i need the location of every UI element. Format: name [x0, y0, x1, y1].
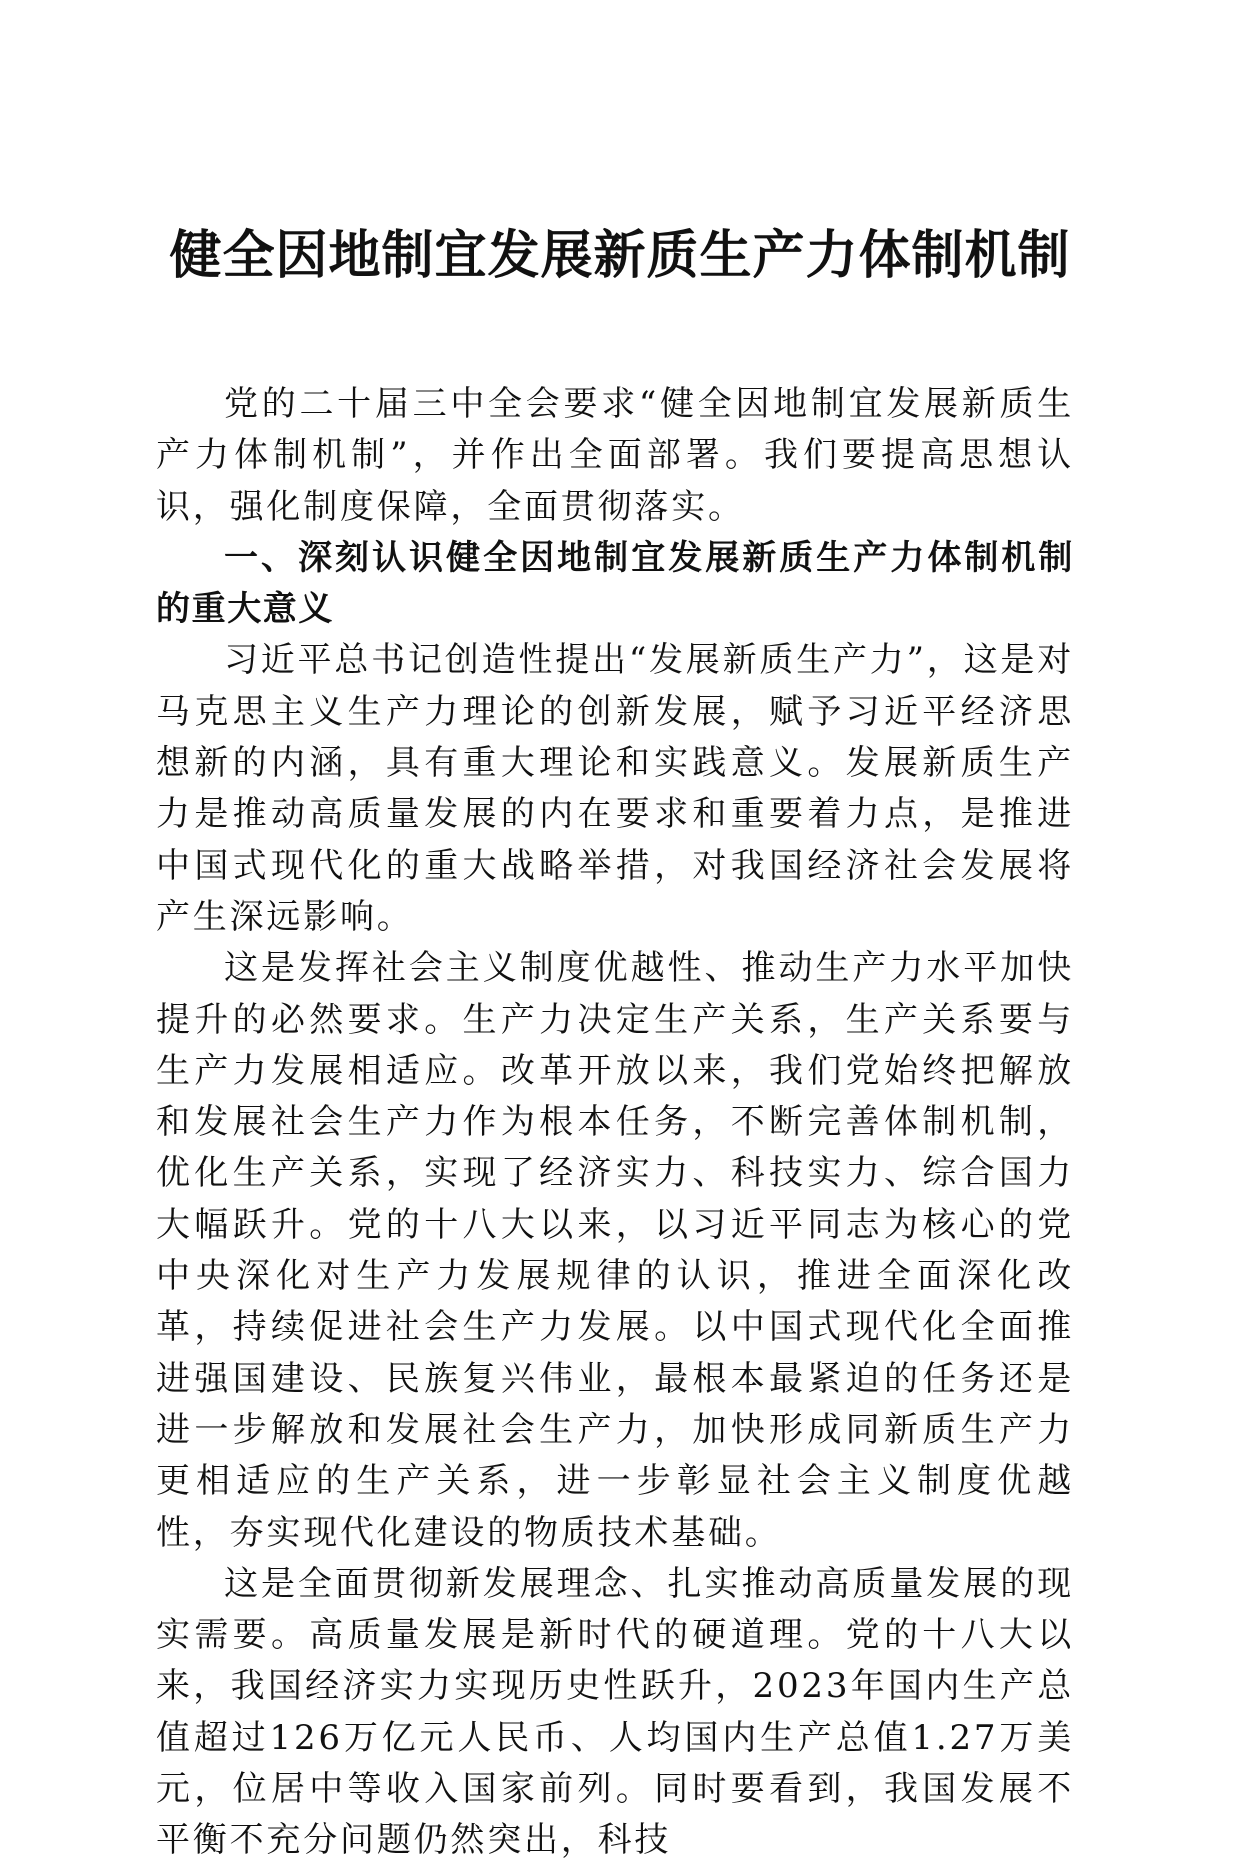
- paragraph-new-productive-forces: 习近平总书记创造性提出“发展新质生产力”，这是对马克思主义生产力理论的创新发展，赋予习近平经济思想新的内涵，具有重大理论和实践意义。发展新质生产力是推动高质量发展的内在要求和重要着力点，是推进中国式现代化的重大战略举措，对我国经济社会发展将产生深远影响。: [156, 640, 1074, 937]
- section-heading-1: 一、深刻认识健全因地制宜发展新质生产力体制机制的重大意义: [156, 537, 1074, 630]
- document-title: 健全因地制宜发展新质生产力体制机制: [169, 225, 1071, 286]
- document-body: [156, 379, 1074, 1867]
- paragraph-high-quality-development: 这是全面贯彻新发展理念、扎实推动高质量发展的现实需要。高质量发展是新时代的硬道理。党的十八大以来，我国经济实力实现历史性跃升，2023年国内生产总值超过126万亿元人民币、人均国内生产总值1.27万美元，位居中等收入国家前列。同时要看到，我国发展不平衡不充分问题仍然突出，科技: [156, 1563, 1074, 1861]
- paragraph-socialist-system: 这是发挥社会主义制度优越性、推动生产力水平加快提升的必然要求。生产力决定生产关系，生产关系要与生产力发展相适应。改革开放以来，我们党始终把解放和发展社会生产力作为根本任务，不断完善体制机制，优化生产关系，实现了经济实力、科技实力、综合国力大幅跃升。党的十八大以来，以习近平同志为核心的党中央深化对生产力发展规律的认识，推进全面深化改革，持续促进社会生产力发展。以中国式现代化全面推进强国建设、民族复兴伟业，最根本最紧迫的任务还是进一步解放和发展社会生产力，加快形成同新质生产力更相适应的生产关系，进一步彰显社会主义制度优越性，夯实现代化建设的物质技术基础。: [156, 948, 1074, 1553]
- paragraph-intro: 党的二十届三中全会要求“健全因地制宜发展新质生产力体制机制”，并作出全面部署。我们要提高思想认识，强化制度保障，全面贯彻落实。: [156, 384, 1074, 527]
